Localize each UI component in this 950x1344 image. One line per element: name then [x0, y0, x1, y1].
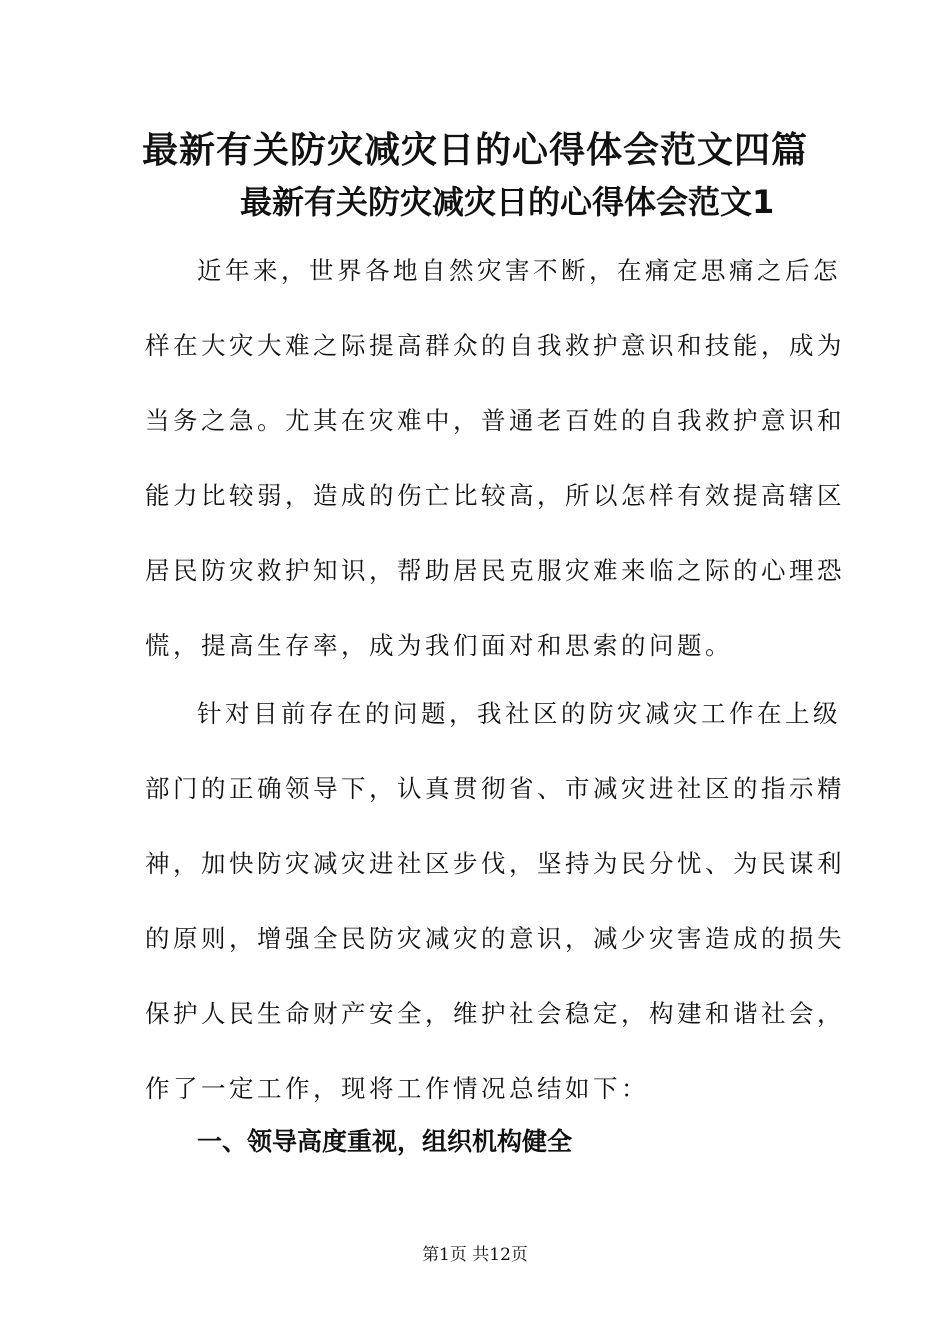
body-paragraph [145, 676, 845, 1126]
paragraph-line: 当务之急。尤其在灾难中，普通老百姓的自我救护意识和 [145, 406, 845, 435]
section-heading: 一、领导高度重视，组织机构健全 [197, 1127, 573, 1156]
paragraph-line: 样在大灾大难之际提高群众的自我救护意识和技能，成为 [145, 331, 845, 360]
paragraph-line: 近年来，世界各地自然灾害不断，在痛定思痛之后怎 [197, 256, 841, 285]
paragraph-line: 的原则，增强全民防灾减灾的意识，减少灾害造成的损失 [145, 924, 845, 953]
paragraph-line: 慌，提高生存率，成为我们面对和思索的问题。 [145, 631, 733, 660]
document-title: 最新有关防灾减灾日的心得体会范文四篇 [141, 130, 808, 171]
paragraph-line: 针对目前存在的问题，我社区的防灾减灾工作在上级 [197, 699, 841, 728]
document-subtitle: 最新有关防灾减灾日的心得体会范文1 [240, 183, 775, 221]
page-footer: 第1页 共12页 [422, 1245, 528, 1265]
paragraph-line: 部门的正确领导下，认真贯彻省、市减灾进社区的指示精 [145, 774, 845, 803]
paragraph-line: 保护人民生命财产安全，维护社会稳定，构建和谐社会， [145, 999, 845, 1028]
paragraph-line: 能力比较弱，造成的伤亡比较高，所以怎样有效提高辖区 [145, 481, 845, 510]
paragraph-line: 作了一定工作，现将工作情况总结如下： [145, 1074, 649, 1103]
body-paragraph [145, 233, 845, 683]
paragraph-line: 居民防灾救护知识，帮助居民克服灾难来临之际的心理恐 [145, 556, 845, 585]
paragraph-line: 神，加快防灾减灾进社区步伐，坚持为民分忧、为民谋利 [145, 849, 845, 878]
